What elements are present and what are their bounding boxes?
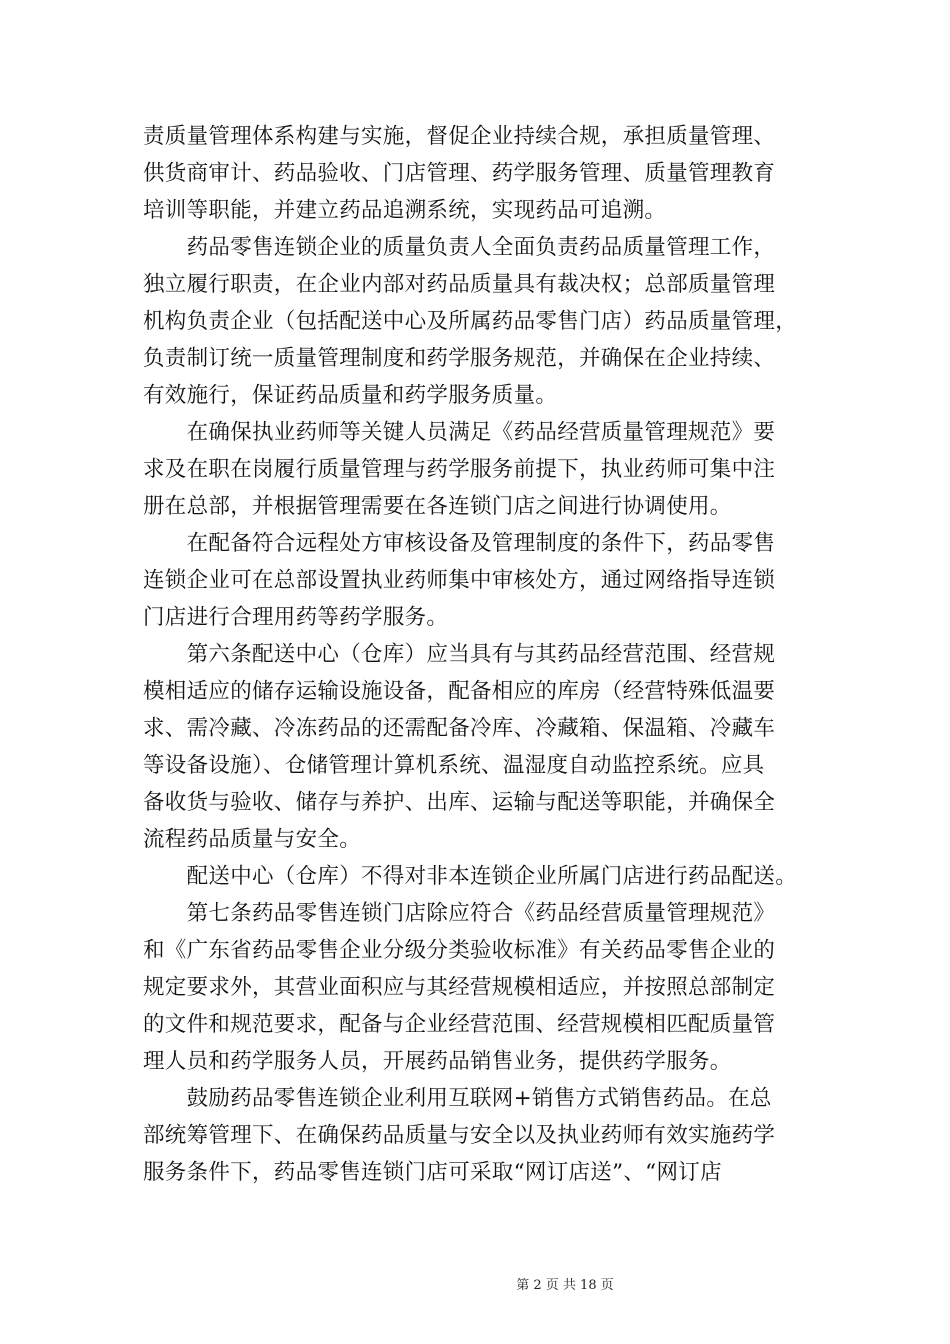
text-line: 流程药品质量与安全。 bbox=[143, 827, 362, 852]
text-line: 在配备符合远程处方审核设备及管理制度的条件下，药品零售 bbox=[143, 531, 776, 556]
text-line: 连锁企业可在总部设置执业药师集中审核处方，通过网络指导连锁 bbox=[143, 568, 776, 593]
text-line: 第六条配送中心（仓库）应当具有与其药品经营范围、经营规 bbox=[143, 642, 776, 667]
text-line: 理人员和药学服务人员，开展药品销售业务，提供药学服务。 bbox=[143, 1049, 732, 1074]
text-line: 配送中心（仓库）不得对非本连锁企业所属门店进行药品配送。 bbox=[143, 864, 798, 889]
text-line: 规定要求外，其营业面积应与其经营规模相适应，并按照总部制定 bbox=[143, 975, 776, 1000]
text-line: 第七条药品零售连锁门店除应符合《药品经营质量管理规范》 bbox=[143, 901, 776, 926]
text-line: 药品零售连锁企业的质量负责人全面负责药品质量管理工作， bbox=[143, 235, 776, 260]
text-line: 备收货与验收、储存与养护、出库、运输与配送等职能，并确保全 bbox=[143, 790, 776, 815]
document-body bbox=[143, 118, 813, 1191]
text-line: 服务条件下，药品零售连锁门店可采取“网订店送”、“网订店 bbox=[143, 1160, 722, 1185]
text-line: 在确保执业药师等关键人员满足《药品经营质量管理规范》要 bbox=[143, 420, 776, 445]
text-line: 模相适应的储存运输设施设备，配备相应的库房（经营特殊低温要 bbox=[143, 679, 776, 704]
text-line: 鼓励药品零售连锁企业利用互联网+销售方式销售药品。在总 bbox=[143, 1086, 772, 1111]
text-line: 求及在职在岗履行质量管理与药学服务前提下，执业药师可集中注 bbox=[143, 457, 776, 482]
text-line: 的文件和规范要求，配备与企业经营范围、经营规模相匹配质量管 bbox=[143, 1012, 776, 1037]
text-line: 机构负责企业（包括配送中心及所属药品零售门店）药品质量管理， bbox=[143, 309, 798, 334]
text-line: 门店进行合理用药等药学服务。 bbox=[143, 605, 449, 630]
text-line: 培训等职能，并建立药品追溯系统，实现药品可追溯。 bbox=[143, 198, 667, 223]
text-line: 和《广东省药品零售企业分级分类验收标准》有关药品零售企业的 bbox=[143, 938, 776, 963]
text-line: 册在总部，并根据管理需要在各连锁门店之间进行协调使用。 bbox=[143, 494, 732, 519]
text-line: 有效施行，保证药品质量和药学服务质量。 bbox=[143, 383, 558, 408]
text-line: 责质量管理体系构建与实施，督促企业持续合规，承担质量管理、 bbox=[143, 124, 776, 149]
text-line: 供货商审计、药品验收、门店管理、药学服务管理、质量管理教育 bbox=[143, 161, 776, 186]
text-line: 负责制订统一质量管理制度和药学服务规范，并确保在企业持续、 bbox=[143, 346, 776, 371]
text-line: 求、需冷藏、冷冻药品的还需配备冷库、冷藏箱、保温箱、冷藏车 bbox=[143, 716, 776, 741]
text-line: 独立履行职责，在企业内部对药品质量具有裁决权；总部质量管理 bbox=[143, 272, 776, 297]
text-line: 部统筹管理下、在确保药品质量与安全以及执业药师有效实施药学 bbox=[143, 1123, 776, 1148]
page-footer bbox=[0, 1278, 950, 1294]
page-number: 第 2 页 共 18 页 bbox=[516, 1278, 614, 1293]
text-line: 等设备设施）、仓储管理计算机系统、温湿度自动监控系统。应具 bbox=[143, 753, 765, 778]
